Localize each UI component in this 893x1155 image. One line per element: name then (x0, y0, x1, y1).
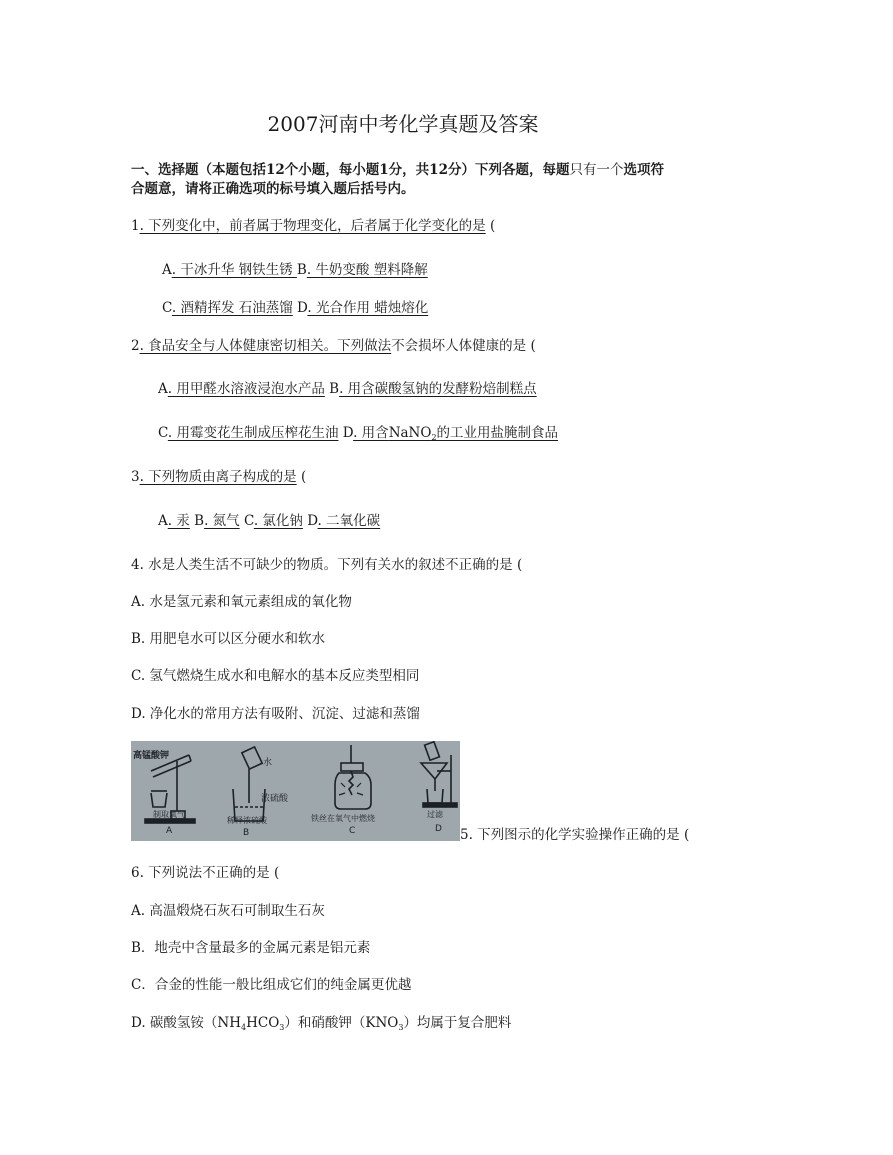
option-c-text: . 酒精挥发 石油蒸馏 (171, 300, 293, 316)
option-letter: B (194, 513, 205, 529)
figure-label-a: 制取氧气 (153, 810, 185, 819)
option-d-text-part: 的工业用盐腌制食品 (436, 425, 559, 441)
option-b-text: . 氮气 (204, 513, 240, 529)
question-1 (131, 217, 495, 235)
section-instructions-emphasis: 只有一个 (569, 162, 624, 178)
question-2-stem-tail: 不会损坏人体健康的是 (391, 338, 527, 354)
section-instructions-text: 一、选择题（本题包括12个小题，每小题1分，共12分）下列各题，每题 (131, 162, 570, 178)
question-3-number: 3 (131, 469, 140, 485)
question-3-paren: ( (296, 469, 307, 485)
chemical-formula: NaNO (388, 425, 432, 441)
page-title: 2007河南中考化学真题及答案 (267, 112, 539, 136)
question-2-options-cd (158, 424, 558, 447)
question-1-paren: ( (485, 218, 496, 234)
question-4-stem: 4. 水是人类生活不可缺少的物质。下列有关水的叙述不正确的是 ( (131, 557, 523, 573)
option-a-text: . 干冰升华 钢铁生锈 (171, 262, 297, 278)
option-d-text (353, 425, 558, 441)
question-4-option-a: A. 水是氢元素和氧元素组成的氧化物 (131, 594, 352, 610)
option-d-text-part: . 用含 (353, 425, 389, 441)
question-3-options (158, 512, 380, 530)
question-6-option-d (131, 1014, 511, 1037)
figure-label-b: 稀释浓硫酸 (227, 816, 267, 825)
option-c-text: . 氯化钠 (253, 513, 303, 529)
question-3 (131, 468, 306, 486)
option-letter: A (158, 513, 168, 529)
option-b-text: . 牛奶变酸 塑料降解 (306, 262, 428, 278)
option-c-text: . 用霉变花生制成压榨花生油 (167, 425, 339, 441)
question-2-options-ab (158, 380, 537, 398)
option-letter: A (158, 381, 168, 397)
option-b-text: . 用含碳酸氢钠的发酵粉焙制糕点 (339, 381, 537, 397)
figure-label-c: 铁丝在氧气中燃烧 (311, 814, 375, 823)
figure-label-b-water: 水 (263, 758, 273, 768)
option-letter: D (342, 425, 354, 441)
question-4-option-d: D. 净化水的常用方法有吸附、沉淀、过滤和蒸馏 (131, 706, 420, 722)
figure-letter-d: D (435, 824, 442, 834)
question-3-stem: . 下列物质由离子构成的是 (139, 469, 297, 485)
option-letter: C (158, 425, 168, 441)
figure-letter-c: C (349, 826, 356, 836)
option-d-text-part: HCO (246, 1015, 280, 1031)
question-1-number: 1 (131, 218, 140, 234)
question-6-option-a: A. 高温煅烧石灰石可制取生石灰 (131, 903, 325, 919)
option-letter: D (307, 513, 318, 529)
option-letter: D (297, 300, 308, 316)
question-4-option-b: B. 用肥皂水可以区分硬水和软水 (131, 631, 326, 647)
question-1-stem: . 下列变化中，前者属于物理变化，后者属于化学变化的是 (139, 218, 486, 234)
option-d-text-part: D. 碳酸氢铵（NH (131, 1015, 242, 1031)
question-2-stem: . 食品安全与人体健康密切相关。下列做法 (139, 338, 392, 354)
figure-label-b-acid: 浓硫酸 (261, 794, 289, 804)
section-instructions-line1 (131, 161, 664, 179)
figure-letter-b: B (243, 828, 250, 838)
question-2-number: 2 (131, 338, 140, 354)
option-d-text-part: ）均属于复合肥料 (403, 1015, 512, 1031)
formula-subscript: 4 (241, 1023, 247, 1032)
option-letter: A (162, 262, 172, 278)
question-6-stem: 6. 下列说法不正确的是 ( (131, 865, 280, 881)
question-2 (131, 337, 536, 355)
option-letter: C (162, 300, 172, 316)
option-letter: B (329, 381, 340, 397)
formula-subscript: 3 (398, 1023, 404, 1032)
section-instructions-tail: 选项符 (623, 162, 664, 178)
option-a-text: . 汞 (167, 513, 190, 529)
option-letter: C (243, 513, 254, 529)
option-d-text-part: ）和硝酸钾（KNO (284, 1015, 399, 1031)
question-6-option-c: C．合金的性能一般比组成它们的纯金属更优越 (131, 977, 412, 993)
question-4-option-c: C. 氢气燃烧生成水和电解水的基本反应类型相同 (131, 668, 420, 684)
formula-subscript: 3 (279, 1023, 285, 1032)
section-instructions-line2: 合题意，请将正确选项的标号填入题后括号内。 (131, 181, 415, 197)
lab-operations-figure (131, 741, 460, 841)
figure-label-a-top: 高锰酸钾 (133, 751, 170, 761)
figure-letter-a: A (166, 826, 173, 836)
question-2-paren: ( (526, 338, 536, 354)
figure-label-d: 过滤 (427, 810, 443, 819)
option-d-text: . 二氧化碳 (317, 513, 381, 529)
question-1-options-cd (162, 299, 428, 317)
question-1-options-ab (162, 261, 428, 279)
question-5-stem: 5. 下列图示的化学实验操作正确的是 ( (460, 827, 690, 843)
formula-subscript: 2 (431, 433, 437, 442)
question-6-option-b: B．地壳中含量最多的金属元素是铝元素 (131, 940, 371, 956)
option-d-text: . 光合作用 蜡烛熔化 (307, 300, 429, 316)
option-a-text: . 用甲醛水溶液浸泡水产品 (167, 381, 325, 397)
option-letter: B (296, 262, 307, 278)
